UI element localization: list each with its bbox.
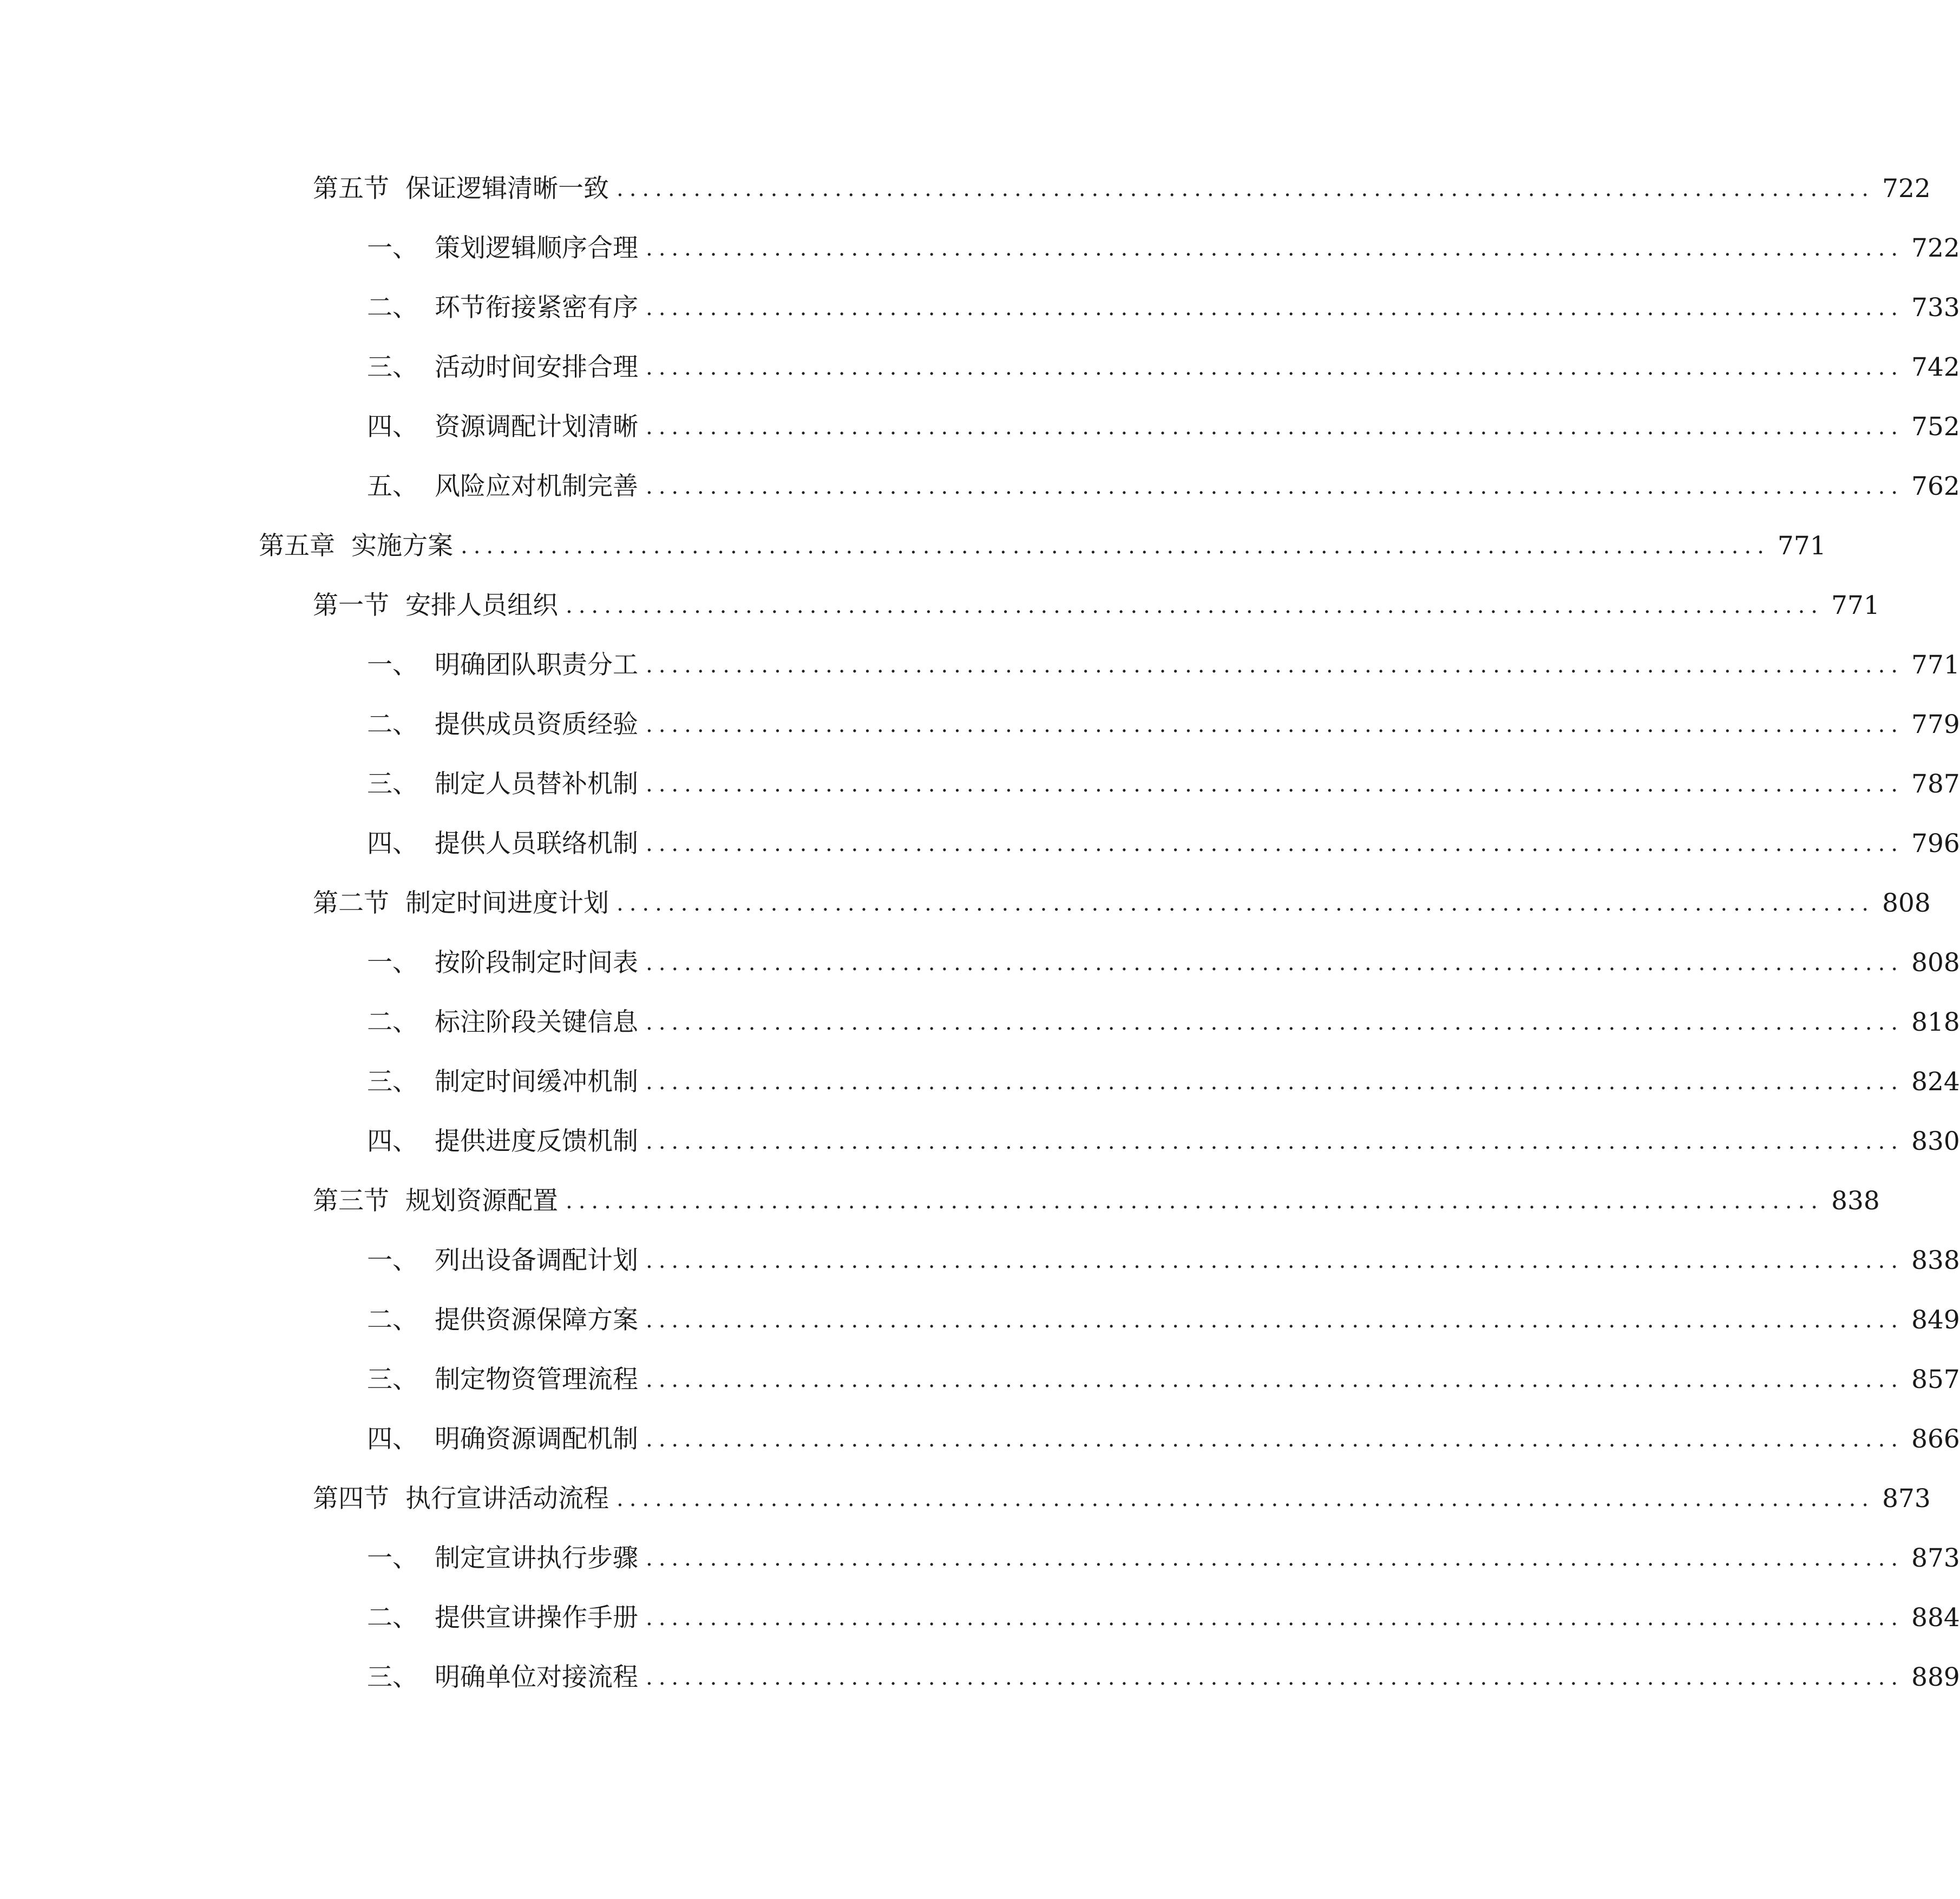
entry-label: 五、 <box>367 472 418 501</box>
entry-title: 制定宣讲执行步骤 <box>435 1543 638 1573</box>
page-number: 838 <box>1911 1246 1960 1275</box>
dot-leader: .................................................................................................. <box>646 1070 1904 1095</box>
entry-label: 一、 <box>367 233 418 263</box>
entry-title: 规划资源配置 <box>405 1186 558 1216</box>
page-number: 722 <box>1911 233 1960 263</box>
dot-leader: .................................................................................................. <box>646 653 1904 678</box>
entry-label: 一、 <box>367 650 418 680</box>
entry-title: 提供宣讲操作手册 <box>435 1603 638 1633</box>
entry-title: 制定时间缓冲机制 <box>435 1067 638 1097</box>
toc-entry-item[interactable] <box>367 1361 1960 1399</box>
entry-label: 一、 <box>367 1543 418 1573</box>
page-number: 733 <box>1911 293 1960 323</box>
dot-leader: .................................................................................................. <box>646 1606 1904 1630</box>
entry-label: 第五节 <box>313 174 389 204</box>
entry-title: 环节衔接紧密有序 <box>435 293 638 323</box>
entry-label: 二、 <box>367 293 418 323</box>
entry-title: 明确资源调配机制 <box>435 1424 638 1454</box>
dot-leader: .................................................................................................. <box>646 1308 1904 1333</box>
toc-entry-item[interactable] <box>367 1242 1960 1280</box>
entry-title: 风险应对机制完善 <box>435 472 638 501</box>
toc-entry-item[interactable] <box>367 408 1960 446</box>
page-number: 762 <box>1911 472 1960 501</box>
entry-title: 活动时间安排合理 <box>435 352 638 382</box>
entry-label: 三、 <box>367 352 418 382</box>
dot-leader: .................................................................................................. <box>646 772 1904 797</box>
page-number: 857 <box>1911 1365 1960 1394</box>
page-number: 866 <box>1911 1424 1960 1454</box>
page-number: 838 <box>1831 1186 1880 1216</box>
dot-leader: .................................................................................................. <box>566 1189 1824 1214</box>
dot-leader: .................................................................................................. <box>646 355 1904 380</box>
entry-title: 保证逻辑清晰一致 <box>405 174 609 204</box>
entry-label: 第二节 <box>313 888 389 918</box>
dot-leader: .................................................................................................. <box>617 176 1875 201</box>
dot-leader: .................................................................................................. <box>617 891 1875 916</box>
toc-entry-item[interactable] <box>367 1540 1960 1577</box>
entry-label: 三、 <box>367 769 418 799</box>
toc-entry-item[interactable] <box>367 349 1960 387</box>
toc-entry-chapter[interactable] <box>259 527 1826 565</box>
page-number: 787 <box>1911 769 1960 799</box>
toc-entry-item[interactable] <box>367 1420 1960 1458</box>
toc-entry-item[interactable] <box>367 1659 1960 1697</box>
page-number: 889 <box>1911 1662 1960 1692</box>
toc-entry-item[interactable] <box>367 765 1960 803</box>
dot-leader: .................................................................................................. <box>566 593 1824 618</box>
toc-entry-section[interactable] <box>313 170 1931 208</box>
dot-leader: ...................................................................................................... <box>461 534 1770 559</box>
dot-leader: .................................................................................................. <box>646 296 1904 320</box>
entry-label: 二、 <box>367 710 418 739</box>
dot-leader: .................................................................................................. <box>646 951 1904 975</box>
dot-leader: .................................................................................................. <box>646 236 1904 261</box>
page-number: 779 <box>1911 710 1960 739</box>
entry-title: 执行宣讲活动流程 <box>405 1484 609 1514</box>
dot-leader: .................................................................................................. <box>646 1248 1904 1273</box>
page-number: 849 <box>1911 1305 1960 1335</box>
entry-label: 第四节 <box>313 1484 389 1514</box>
entry-label: 四、 <box>367 1424 418 1454</box>
page-number: 830 <box>1911 1127 1960 1156</box>
entry-title: 列出设备调配计划 <box>435 1246 638 1275</box>
toc-entry-item[interactable] <box>367 1599 1960 1637</box>
page-number: 824 <box>1911 1067 1960 1097</box>
entry-title: 制定时间进度计划 <box>405 888 609 918</box>
entry-label: 第五章 <box>259 531 335 561</box>
entry-label: 一、 <box>367 1246 418 1275</box>
page-number: 796 <box>1911 829 1960 859</box>
dot-leader: .................................................................................................. <box>646 1427 1904 1452</box>
page-number: 873 <box>1911 1543 1960 1573</box>
entry-label: 一、 <box>367 948 418 978</box>
toc-entry-item[interactable] <box>367 706 1960 744</box>
page-number: 884 <box>1911 1603 1960 1633</box>
entry-title: 按阶段制定时间表 <box>435 948 638 978</box>
toc-entry-item[interactable] <box>367 646 1960 684</box>
entry-label: 四、 <box>367 829 418 859</box>
dot-leader: .................................................................................................. <box>646 1367 1904 1392</box>
toc-entry-section[interactable] <box>313 1480 1931 1518</box>
dot-leader: .................................................................................................. <box>646 831 1904 856</box>
entry-label: 三、 <box>367 1662 418 1692</box>
entry-title: 提供成员资质经验 <box>435 710 638 739</box>
page-number: 818 <box>1911 1007 1960 1037</box>
page-number: 771 <box>1911 650 1960 680</box>
toc-entry-section[interactable] <box>313 1182 1880 1220</box>
toc-entry-item[interactable] <box>367 825 1960 863</box>
dot-leader: .................................................................................................. <box>617 1487 1875 1511</box>
toc-entry-item[interactable] <box>367 230 1960 267</box>
entry-label: 二、 <box>367 1305 418 1335</box>
toc-entry-item[interactable] <box>367 1301 1960 1339</box>
dot-leader: .................................................................................................. <box>646 474 1904 499</box>
entry-title: 提供资源保障方案 <box>435 1305 638 1335</box>
dot-leader: .................................................................................................. <box>646 1665 1904 1690</box>
page-number: 752 <box>1911 412 1960 442</box>
page-number: 808 <box>1911 948 1960 978</box>
entry-title: 制定人员替补机制 <box>435 769 638 799</box>
page-number: 808 <box>1882 888 1931 918</box>
entry-label: 第一节 <box>313 591 389 620</box>
dot-leader: .................................................................................................. <box>646 712 1904 737</box>
entry-title: 标注阶段关键信息 <box>435 1007 638 1037</box>
dot-leader: .................................................................................................. <box>646 1546 1904 1571</box>
entry-title: 提供人员联络机制 <box>435 829 638 859</box>
entry-label: 四、 <box>367 412 418 442</box>
dot-leader: .................................................................................................. <box>646 1129 1904 1154</box>
toc-entry-item[interactable] <box>367 1063 1960 1101</box>
dot-leader: .................................................................................................. <box>646 1010 1904 1035</box>
entry-label: 第三节 <box>313 1186 389 1216</box>
dot-leader: .................................................................................................. <box>646 415 1904 440</box>
toc-entry-section[interactable] <box>313 885 1931 922</box>
entry-title: 策划逻辑顺序合理 <box>435 233 638 263</box>
toc-entry-item[interactable] <box>367 1004 1960 1042</box>
toc-entry-item[interactable] <box>367 468 1960 506</box>
entry-title: 资源调配计划清晰 <box>435 412 638 442</box>
entry-title: 安排人员组织 <box>405 591 558 620</box>
entry-label: 四、 <box>367 1127 418 1156</box>
page-number: 742 <box>1911 352 1960 382</box>
toc-entry-item[interactable] <box>367 289 1960 327</box>
page-number: 722 <box>1882 174 1931 204</box>
entry-label: 二、 <box>367 1603 418 1633</box>
toc-entry-section[interactable] <box>313 587 1880 625</box>
entry-label: 三、 <box>367 1365 418 1394</box>
toc-entry-item[interactable] <box>367 1123 1960 1161</box>
entry-title: 明确单位对接流程 <box>435 1662 638 1692</box>
page-number: 873 <box>1882 1484 1931 1514</box>
entry-title: 制定物资管理流程 <box>435 1365 638 1394</box>
entry-title: 实施方案 <box>351 531 453 561</box>
page-number: 771 <box>1777 531 1826 561</box>
entry-label: 三、 <box>367 1067 418 1097</box>
toc-entry-item[interactable] <box>367 944 1960 982</box>
entry-title: 明确团队职责分工 <box>435 650 638 680</box>
entry-title: 提供进度反馈机制 <box>435 1127 638 1156</box>
entry-label: 二、 <box>367 1007 418 1037</box>
page-number: 771 <box>1831 591 1880 620</box>
